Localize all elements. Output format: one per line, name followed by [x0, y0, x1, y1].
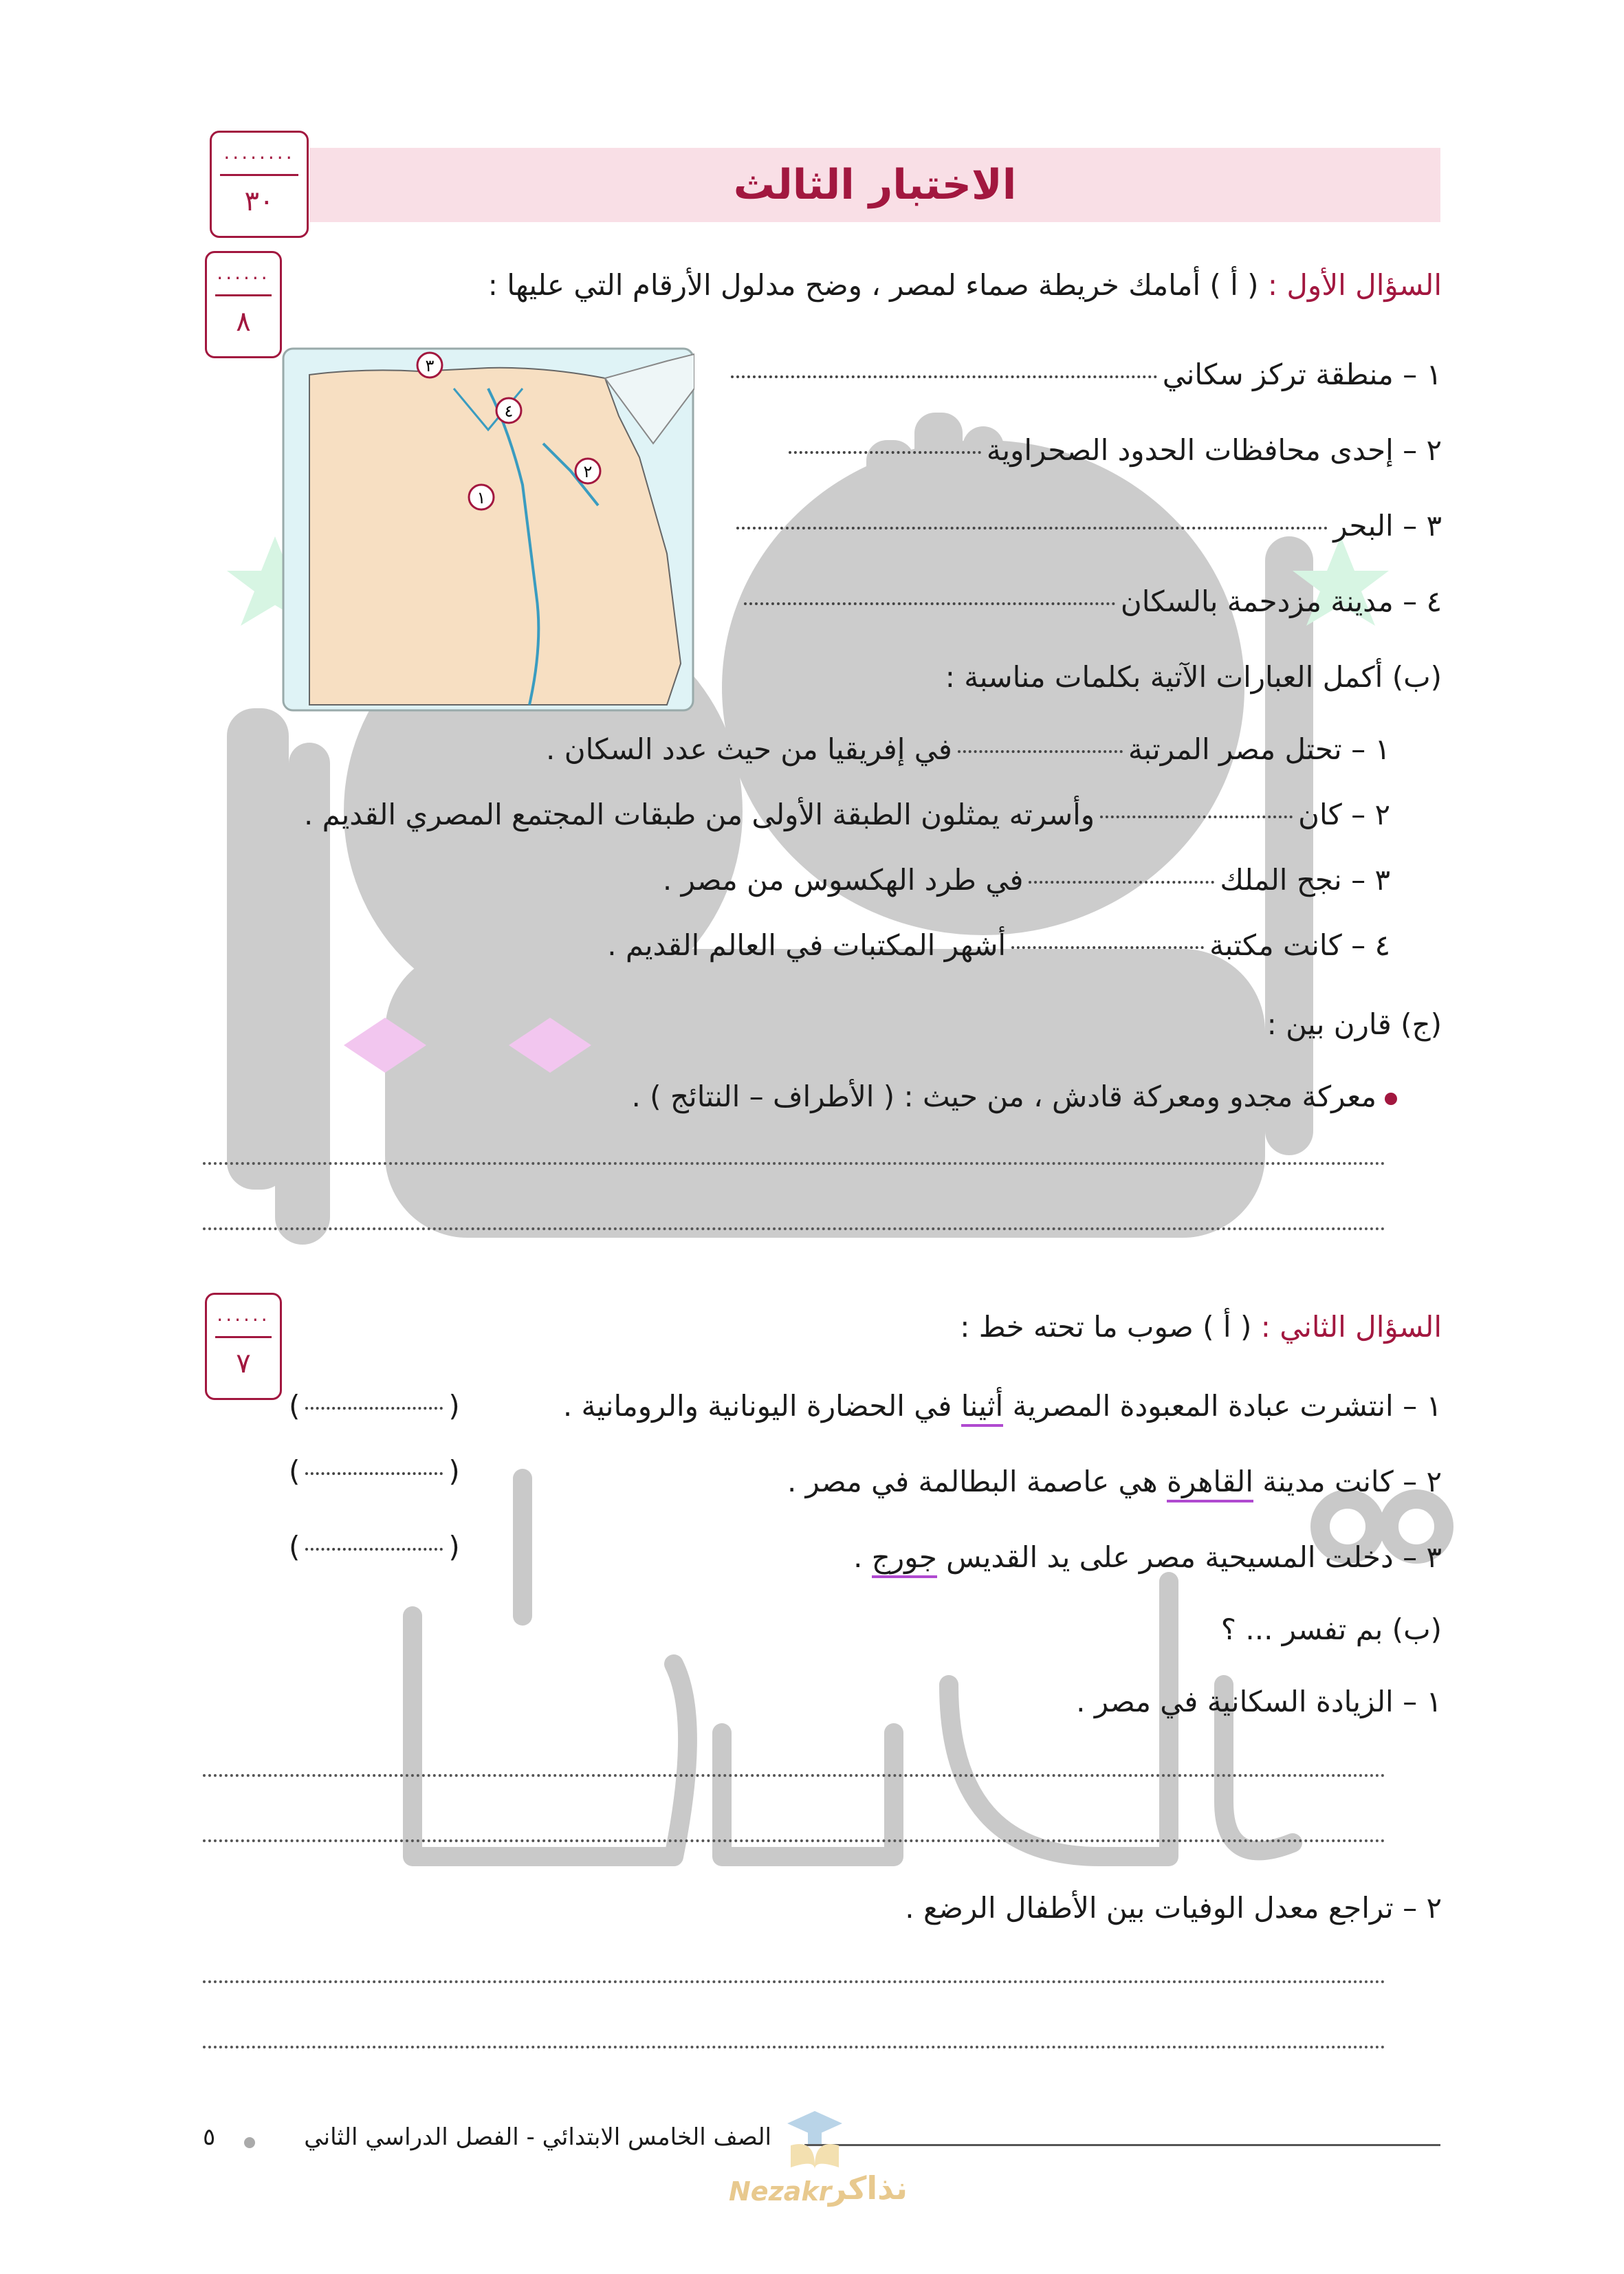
q2-b-item: ٢ – تراجع معدل الوفيات بين الأطفال الرضع . [905, 1891, 1442, 1925]
paren-open: ( [289, 1454, 300, 1488]
total-score-box [210, 131, 309, 238]
map-marker-label: ٢ [583, 462, 593, 481]
item-text: ٣ – دخلت المسيحية مصر على يد القديس [936, 1540, 1442, 1574]
underlined-word: أثينا [961, 1389, 1004, 1427]
total-score: ٣٠ [244, 186, 274, 217]
q1-c-item [631, 1076, 1397, 1117]
footer-rule [804, 2144, 1440, 2146]
item-text: في إفريقيا من حيث عدد السكان . [546, 732, 952, 766]
score-blank: ........ [223, 141, 295, 164]
answer-line[interactable] [203, 1227, 1385, 1230]
map-marker-label: ٤ [504, 402, 514, 421]
q1-b-item [663, 860, 1390, 901]
q1-b-item [304, 794, 1390, 835]
answer-blank[interactable] [305, 1548, 443, 1551]
map-marker-label: ٣ [425, 356, 435, 375]
footer-grade: الصف الخامس الابتدائي - الفصل الدراسي الثاني [304, 2123, 771, 2151]
q1-part-c-prompt: (ج) قارن بين : [1266, 1007, 1442, 1041]
q2-part-a-prompt: ( أ ) صوب ما تحته خط : [960, 1310, 1252, 1344]
page-title: الاختبار الثالث [733, 161, 1017, 209]
answer-blank[interactable] [305, 1407, 443, 1410]
q2-a-item [853, 1537, 1442, 1578]
answer-blank[interactable] [731, 375, 1157, 378]
score-blank: ...... [217, 1303, 270, 1326]
q1-heading: السؤال الأول : [1267, 268, 1442, 302]
answer-blank[interactable] [958, 750, 1123, 753]
item-text: ١ – تحتل مصر المرتبة [1128, 732, 1390, 766]
item-text: ١ – انتشرت عبادة المعبودة المصرية [1003, 1389, 1442, 1423]
q1-a-item [738, 581, 1442, 622]
item-text: ٢ – كانت مدينة [1253, 1465, 1442, 1498]
underlined-word: القاهرة [1167, 1465, 1253, 1502]
paren-open: ( [289, 1530, 300, 1564]
underlined-word: جورج [872, 1540, 937, 1578]
correction-blank[interactable] [289, 1451, 460, 1492]
paren-open: ( [289, 1389, 300, 1423]
answer-line[interactable] [203, 1774, 1385, 1777]
q1-part-a-prompt: ( أ ) أمامك خريطة صماء لمصر ، وضح مدلول الأرقام التي عليها : [487, 268, 1259, 302]
q2-score: ٧ [236, 1348, 251, 1379]
item-text: أشهر المكتبات في العالم القديم . [607, 928, 1007, 962]
item-text: . [853, 1540, 872, 1574]
item-text: ١ – منطقة تركز سكاني [1162, 358, 1442, 391]
logo-arabic: نذاكر [829, 2169, 908, 2207]
nezakr-logo-icon [784, 2104, 846, 2173]
item-text: هي عاصمة البطالمة في مصر . [787, 1465, 1167, 1498]
item-text: ٣ – نجح الملك [1220, 863, 1390, 897]
footer-bullet-icon [244, 2137, 255, 2148]
score-blank: ...... [217, 261, 270, 284]
answer-line[interactable] [203, 1839, 1385, 1842]
q1-heading-line [488, 265, 1442, 306]
item-text: في طرد الهكسوس من مصر . [662, 863, 1024, 897]
q2-a-item [563, 1386, 1442, 1427]
page-number: ٥ [203, 2123, 216, 2151]
q1-b-item [546, 729, 1390, 770]
answer-blank[interactable] [789, 451, 981, 454]
q1-part-b-prompt: (ب) أكمل العبارات الآتية بكلمات مناسبة : [945, 660, 1442, 694]
correction-blank[interactable] [289, 1386, 460, 1427]
paren-close: ) [448, 1454, 460, 1488]
q1-a-item [731, 505, 1442, 547]
egypt-blank-map [282, 347, 694, 712]
item-text: ٢ – كان [1298, 798, 1390, 831]
answer-blank[interactable] [1029, 881, 1214, 884]
q1-a-item [725, 354, 1442, 395]
correction-blank[interactable] [289, 1527, 460, 1568]
q1-b-item [607, 925, 1390, 966]
item-text: ٢ – إحدى محافظات الحدود الصحراوية [986, 433, 1442, 467]
item-text: ٤ – مدينة مزدحمة بالسكان [1120, 584, 1442, 618]
q2-a-item [787, 1461, 1442, 1502]
answer-blank[interactable] [305, 1472, 443, 1475]
answer-blank[interactable] [744, 602, 1115, 605]
score-divider [215, 294, 272, 296]
logo-latin: Nezakr [729, 2176, 832, 2207]
paren-close: ) [448, 1530, 460, 1564]
answer-blank[interactable] [736, 527, 1328, 529]
q2-part-b-prompt: (ب) بم تفسر ... ؟ [1220, 1612, 1442, 1646]
q1-score: ٨ [236, 306, 251, 338]
map-marker-label: ١ [476, 488, 486, 507]
q2-heading: السؤال الثاني : [1260, 1310, 1442, 1344]
q2-score-box [205, 1293, 282, 1400]
bullet-icon [1385, 1093, 1397, 1105]
q2-heading-line [960, 1307, 1442, 1348]
item-text: معركة مجدو ومعركة قادش ، من حيث : ( الأطراف – النتائج ) . [631, 1080, 1376, 1113]
answer-line[interactable] [203, 2046, 1385, 2048]
item-text: ٣ – البحر [1333, 509, 1442, 543]
score-divider [220, 174, 298, 176]
answer-blank[interactable] [1100, 816, 1293, 818]
score-divider [215, 1336, 272, 1338]
item-text: في الحضارة اليونانية والرومانية . [562, 1389, 961, 1423]
q1-a-item [783, 430, 1442, 471]
q2-b-item: ١ – الزيادة السكانية في مصر . [1076, 1685, 1442, 1718]
item-text: ٤ – كانت مكتبة [1209, 928, 1390, 962]
q1-score-box [205, 251, 282, 358]
item-text: وأسرته يمثلون الطبقة الأولى من طبقات المجتمع المصري القديم . [303, 798, 1095, 831]
paren-close: ) [448, 1389, 460, 1423]
answer-line[interactable] [203, 1980, 1385, 1983]
answer-blank[interactable] [1011, 946, 1204, 949]
answer-line[interactable] [203, 1162, 1385, 1165]
